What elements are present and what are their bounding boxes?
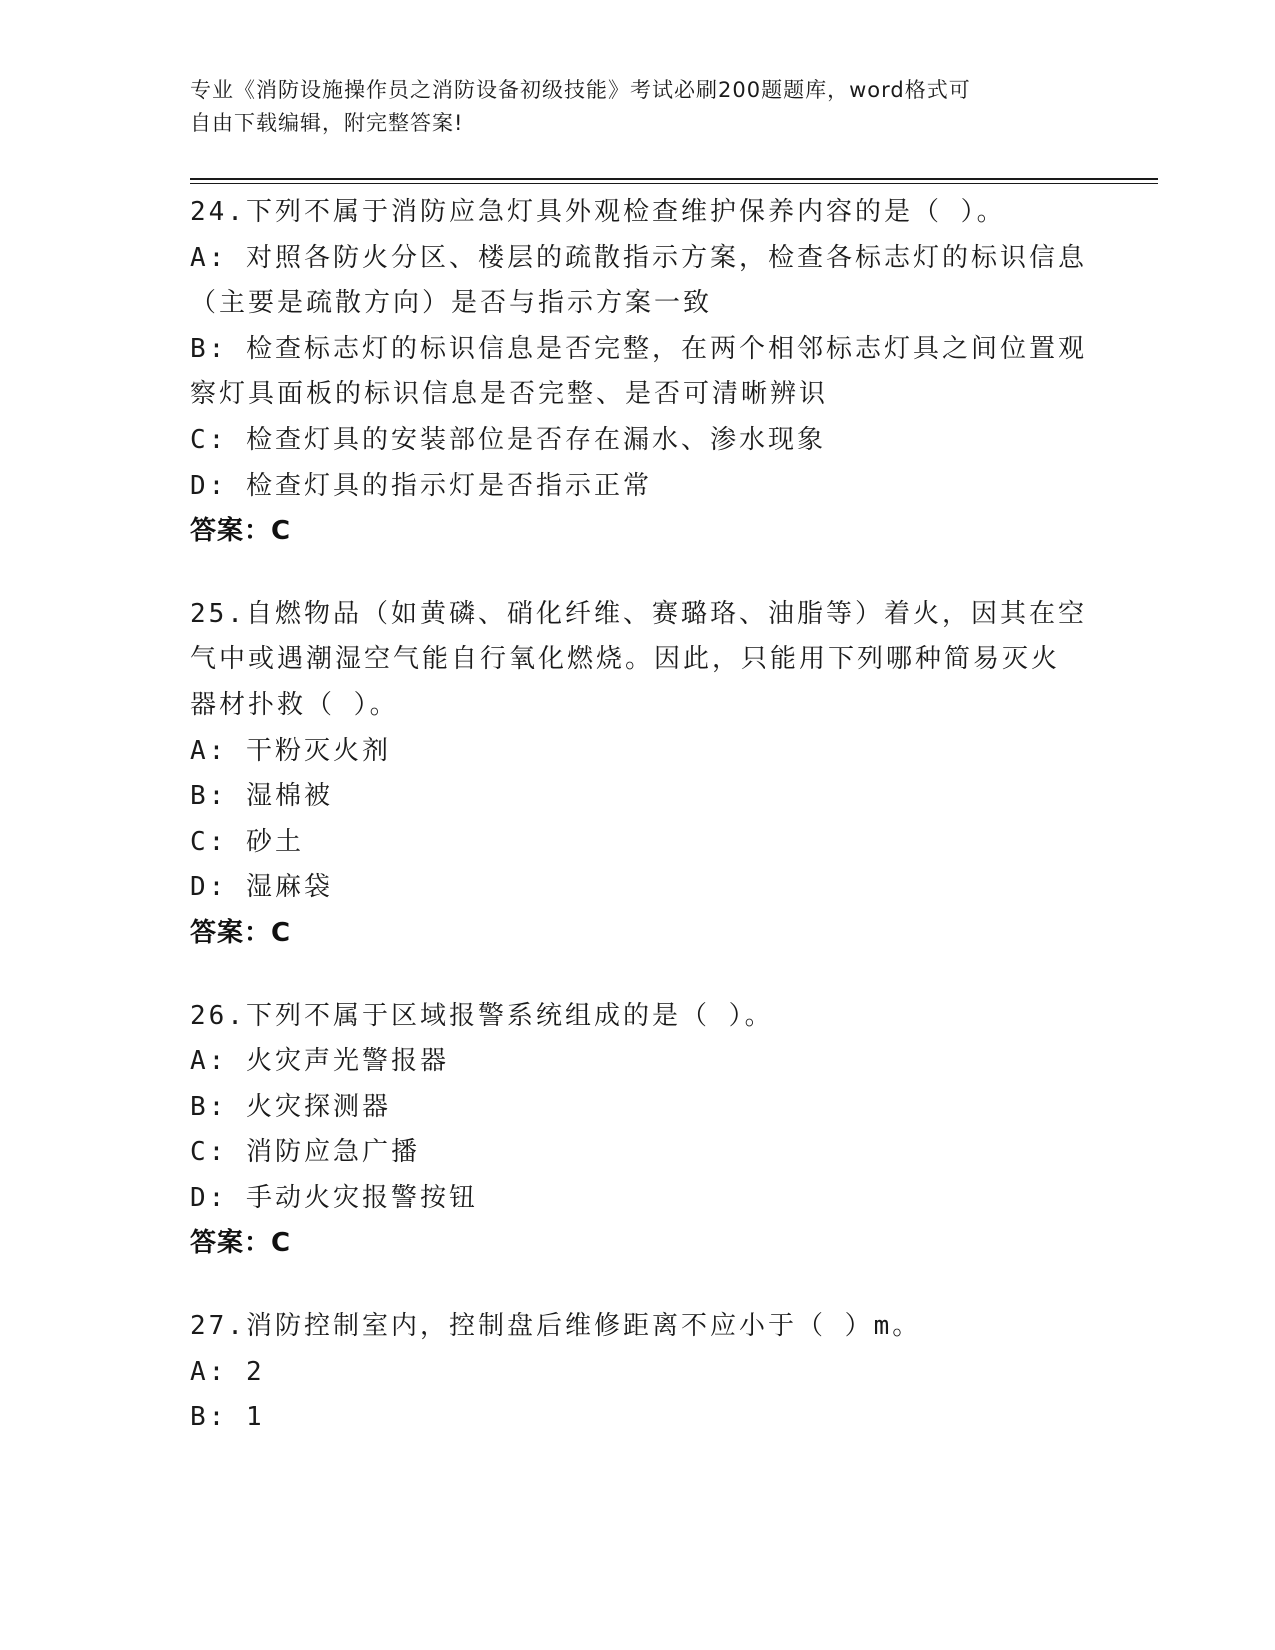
header-line-2: 自由下载编辑，附完整答案! (190, 111, 464, 135)
header-divider-thick (190, 178, 1158, 180)
question-stem-line: 气中或遇潮湿空气能自行氧化燃烧。因此，只能用下列哪种简易灭火 (190, 644, 1061, 675)
question-stem-line: 26.下列不属于区域报警系统组成的是（ ）。 (190, 1000, 774, 1031)
header-line-1: 专业《消防设施操作员之消防设备初级技能》考试必刷200题题库，word格式可 (190, 78, 971, 102)
question-block (190, 1304, 1090, 1441)
answer-option-line: D: 湿麻袋 (190, 872, 333, 903)
answer-option-line: B: 检查标志灯的标识信息是否完整，在两个相邻标志灯具之间位置观 (190, 333, 1087, 364)
answer-option-line: （主要是疏散方向）是否与指示方案一致 (190, 288, 713, 319)
answer-option-line: B: 1 (190, 1402, 265, 1433)
answer-key: 答案：C (190, 1228, 292, 1259)
answer-option-line: A: 火灾声光警报器 (190, 1046, 449, 1077)
answer-option-line: B: 湿棉被 (190, 781, 333, 812)
question-stem-line: 24.下列不属于消防应急灯具外观检查维护保养内容的是（ ）。 (190, 197, 1006, 227)
answer-option-line: A: 2 (190, 1356, 265, 1387)
header-divider-thin (190, 183, 1158, 184)
answer-option-line: A: 对照各防火分区、楼层的疏散指示方案，检查各标志灯的标识信息 (190, 242, 1087, 273)
answer-option-line: 察灯具面板的标识信息是否完整、是否可清晰辨识 (190, 379, 829, 410)
question-stem-line: 25.自燃物品（如黄磷、硝化纤维、赛璐珞、油脂等）着火，因其在空 (190, 598, 1087, 629)
question-stem-line: 器材扑救（ ）。 (190, 689, 399, 720)
answer-option-line: B: 火灾探测器 (190, 1091, 391, 1122)
question-block (190, 190, 1090, 555)
question-stem-line: 27.消防控制室内，控制盘后维修距离不应小于（ ）m。 (190, 1311, 922, 1342)
answer-key: 答案：C (190, 917, 292, 948)
question-block (190, 994, 1090, 1268)
answer-option-line: A: 干粉灭火剂 (190, 735, 391, 766)
question-list (190, 190, 1090, 1478)
answer-option-line: C: 消防应急广播 (190, 1137, 420, 1168)
answer-option-line: D: 检查灯具的指示灯是否指示正常 (190, 470, 652, 501)
question-block (190, 592, 1090, 957)
answer-key: 答案：C (190, 516, 292, 547)
document-header (190, 74, 1090, 140)
answer-option-line: C: 砂土 (190, 826, 304, 857)
answer-option-line: D: 手动火灾报警按钮 (190, 1182, 478, 1213)
answer-option-line: C: 检查灯具的安装部位是否存在漏水、渗水现象 (190, 424, 826, 455)
